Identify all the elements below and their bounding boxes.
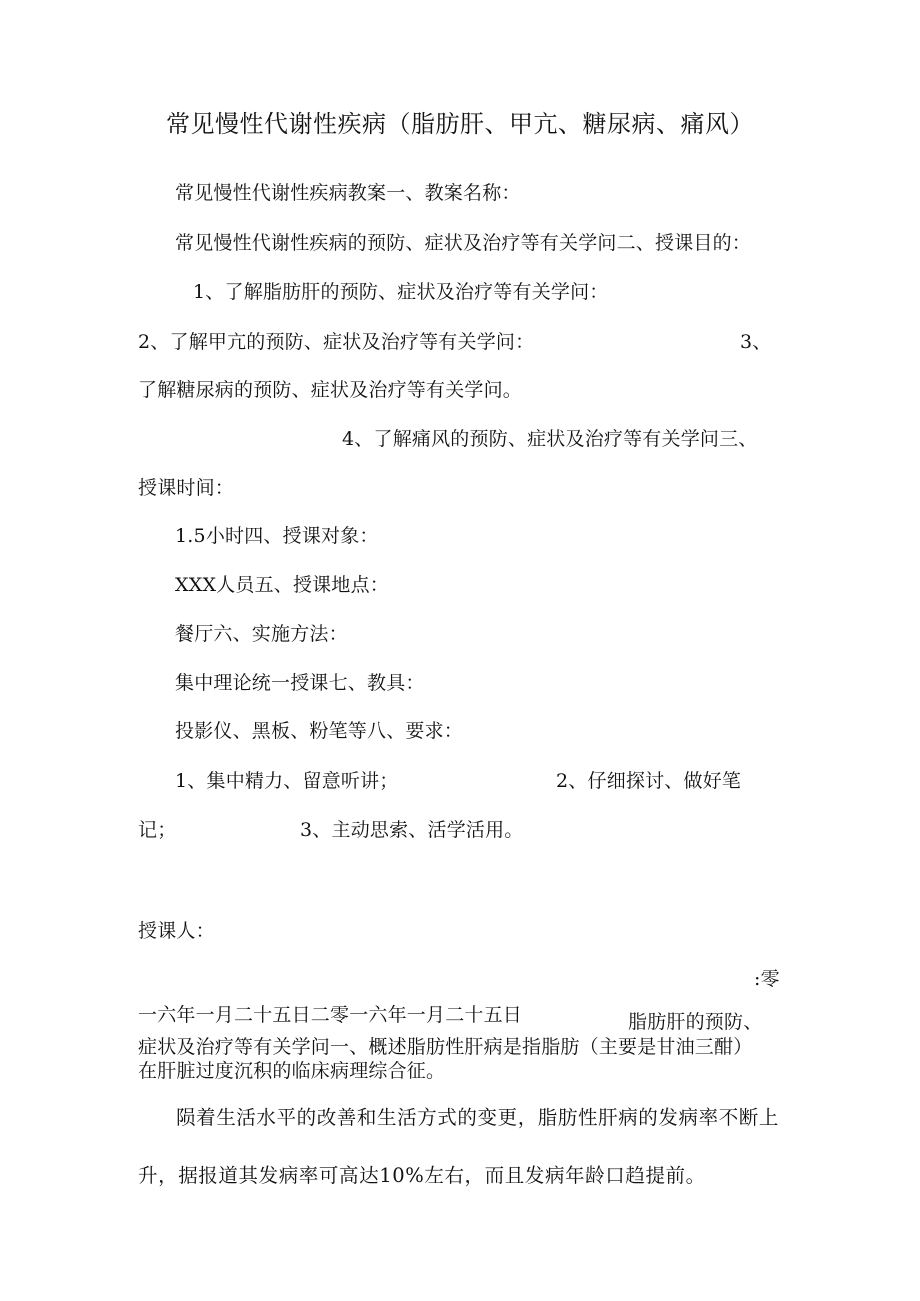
text-line-lesson-name: 常见慢性代谢性疾病教案一、教案名称： (175, 182, 521, 204)
text-line-duration: 1.5小时四、授课对象： (175, 525, 379, 547)
text-line-goal-1: 1、了解脂肪肝的预防、症状及治疗等有关学问： (193, 281, 609, 303)
text-line-fatty-liver-heading: 脂肪肝的预防、 (628, 1011, 763, 1033)
text-line-teaching-time: 授课时间： (138, 477, 235, 499)
text-line-goal-4: 4、了解痛风的预防、症状及治疗等有关学问三、 (342, 428, 758, 450)
text-line-overview-end: 在肝脏过度沉积的临床病理综合征。 (138, 1060, 446, 1082)
text-line-requirement-2: 2、仔细探讨、做好笔 (556, 770, 742, 792)
text-line-method: 集中理论统一授课七、教具： (175, 672, 425, 694)
text-line-location: 餐厅六、实施方法： (175, 623, 348, 645)
text-line-audience: XXX人员五、授课地点： (175, 574, 389, 596)
text-line-goal-3-number: 3、 (740, 331, 772, 353)
text-line-date: 一六年一月二十五日二零一六年一月二十五日 (138, 1004, 523, 1026)
text-line-tools: 投影仪、黑板、粉笔等八、要求： (175, 720, 464, 742)
text-line-lecturer: 授课人： (138, 920, 215, 942)
text-line-requirement-2-end: 记； (138, 819, 177, 841)
text-line-overview: 症状及治疗等有关学问一、概述脂肪性肝病是指脂肪（主要是甘油三酣） (138, 1036, 753, 1058)
text-line-requirement-1: 1、集中精力、留意听讲； (175, 770, 399, 792)
body-paragraph: 陨着生活水平的改善和生活方式的变更，脂肪性肝病的发病率不断上升，据报道其发病率可高达10%左右，而且发病年龄口趋提前。 (138, 1106, 780, 1187)
text-line-goal-3: 了解糖尿病的预防、症状及治疗等有关学问。 (138, 379, 523, 401)
text-line-requirement-3: 3、主动思索、活学活用。 (300, 819, 524, 841)
document-title: 常见慢性代谢性疾病（脂肪肝、甲亢、糖尿病、痛风） (166, 110, 754, 138)
text-line-goal-2: 2、了解甲亢的预防、症状及治疗等有关学问： (138, 331, 535, 353)
text-line-date-prefix: :零 (754, 968, 780, 990)
text-line-teaching-goal: 常见慢性代谢性疾病的预防、症状及治疗等有关学问二、授课目的： (175, 232, 752, 254)
